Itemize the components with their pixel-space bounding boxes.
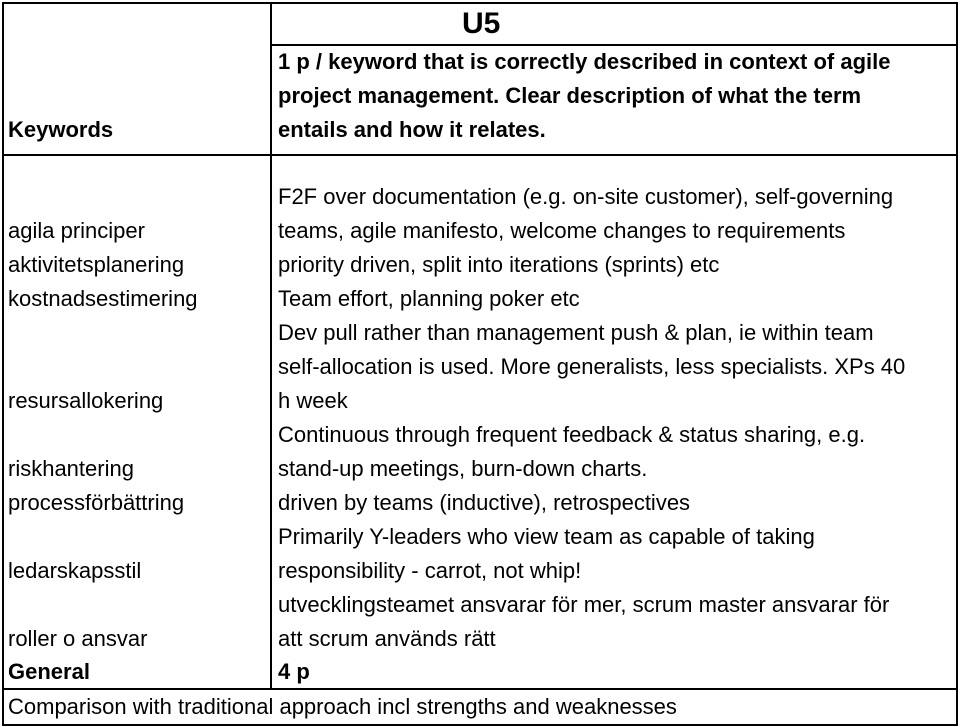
keyword-ledarskapsstil: ledarskapsstil: [8, 558, 142, 583]
criteria-line-3: entails and how it relates.: [278, 117, 546, 142]
divider-column: [270, 2, 272, 688]
description-line: Primarily Y-leaders who view team as capable of taking: [278, 524, 815, 549]
description-line: priority driven, split into iterations (sprints) etc: [278, 252, 720, 277]
border-left: [2, 2, 4, 726]
table-title: U5: [462, 7, 501, 40]
description-line: Team effort, planning poker etc: [278, 286, 580, 311]
keyword-roller-o-ansvar: roller o ansvar: [8, 626, 148, 651]
border-bottom: [2, 724, 958, 726]
general-points: 4 p: [278, 659, 310, 684]
divider-header: [2, 154, 958, 156]
keyword-riskhantering: riskhantering: [8, 456, 134, 481]
description-line: att scrum används rätt: [278, 626, 496, 651]
description-line: driven by teams (inductive), retrospectives: [278, 490, 691, 515]
description-line: utvecklingsteamet ansvarar för mer, scrum master ansvarar för: [278, 592, 890, 617]
keyword-resursallokering: resursallokering: [8, 388, 164, 413]
general-label: General: [8, 659, 90, 684]
description-line: Dev pull rather than management push & plan, ie within team: [278, 320, 874, 345]
description-line: responsibility - carrot, not whip!: [278, 558, 582, 583]
description-line: h week: [278, 388, 348, 413]
criteria-line-2: project management. Clear description of what the term: [278, 83, 862, 108]
description-line: stand-up meetings, burn-down charts.: [278, 456, 648, 481]
criteria-line-1: 1 p / keyword that is correctly described in context of agile: [278, 49, 891, 74]
border-right: [956, 2, 958, 726]
keyword-kostnadsestimering: kostnadsestimering: [8, 286, 198, 311]
description-line: teams, agile manifesto, welcome changes to requirements: [278, 218, 846, 243]
general-description: Comparison with traditional approach incl strengths and weaknesses: [8, 694, 677, 719]
keywords-header: Keywords: [8, 117, 114, 142]
description-line: self-allocation is used. More generalists, less specialists. XPs 40: [278, 354, 906, 379]
keyword-aktivitetsplanering: aktivitetsplanering: [8, 252, 185, 277]
keyword-agila-principer: agila principer: [8, 218, 145, 243]
description-line: Continuous through frequent feedback & status sharing, e.g.: [278, 422, 866, 447]
description-line: F2F over documentation (e.g. on-site customer), self-governing: [278, 184, 894, 209]
keyword-processforbattring: processförbättring: [8, 490, 185, 515]
